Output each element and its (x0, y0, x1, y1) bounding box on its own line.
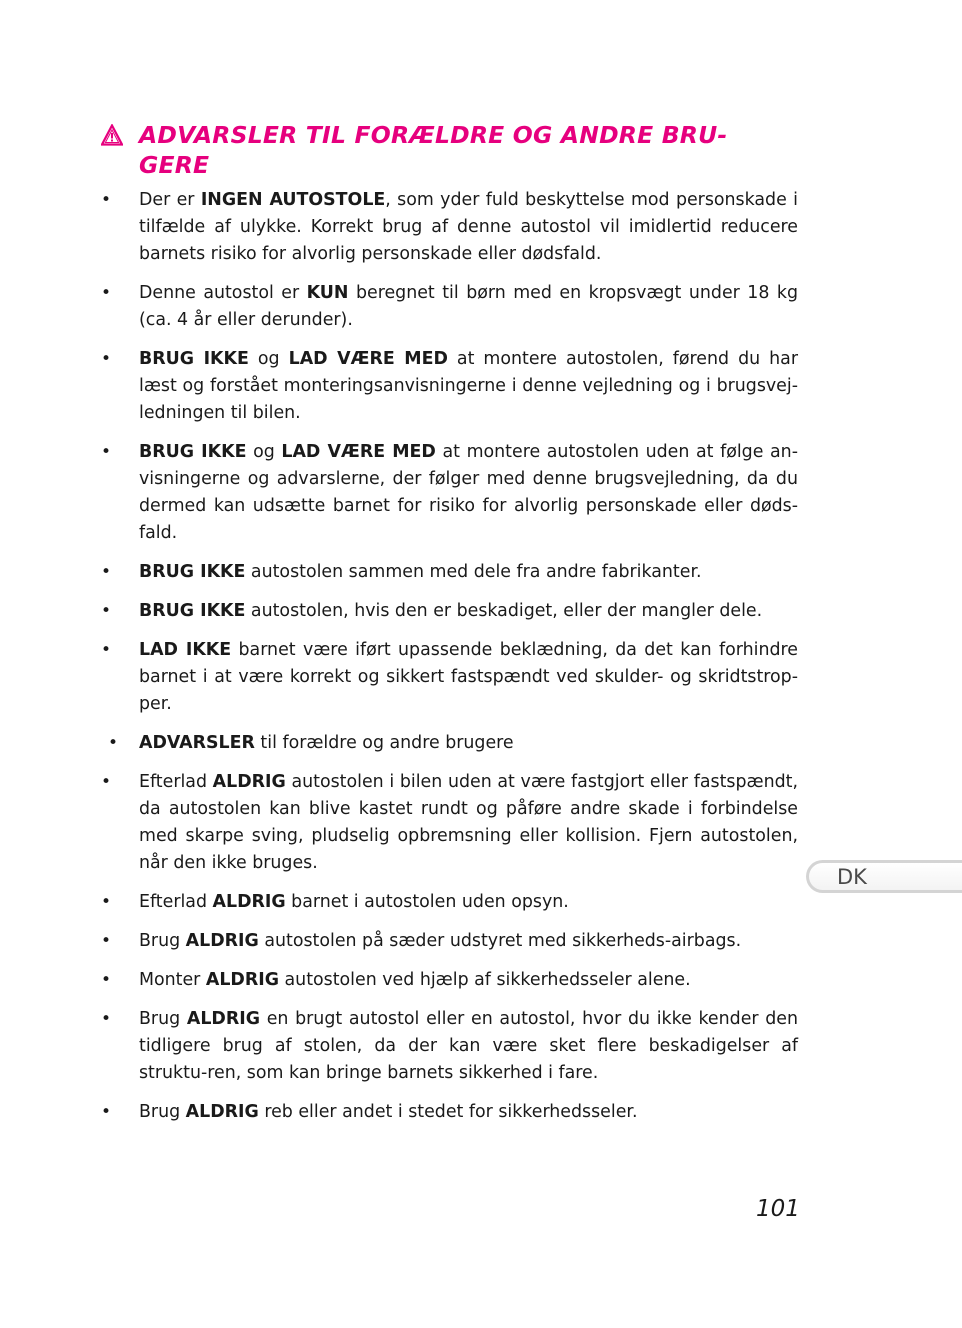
list-item (101, 439, 798, 547)
page-number: 101 (756, 1196, 800, 1222)
item-text: Efterlad (139, 772, 213, 792)
item-text: autostolen sammen med dele fra andre fabrikanter. (245, 562, 702, 582)
item-text: , som yder fuld beskyttelse mod personskade i tilfælde af ulykke. Korrekt brug af denne autostol vil imidlertid reducere barnets risiko for alvorlig personskade eller dødsfald. (139, 190, 798, 264)
list-item (101, 1006, 798, 1087)
emphasis-text: LAD VÆRE MED (281, 442, 436, 462)
language-tab-label: DK (837, 865, 867, 889)
emphasis-text: LAD IKKE (139, 640, 232, 660)
language-tab (806, 860, 962, 893)
bullet-icon: • (101, 190, 112, 210)
bullet-icon: • (101, 562, 112, 582)
item-text: og (246, 442, 282, 462)
warning-list (101, 187, 798, 1138)
item-text: barnet i autostolen uden opsyn. (285, 892, 569, 912)
emphasis-text: BRUG IKKE (139, 349, 249, 369)
item-text: til forældre og andre brugere (254, 733, 514, 753)
item-text: Brug (139, 931, 186, 951)
title-line-1: ADVARSLER TIL FORÆLDRE OG ANDRE BRU- (139, 121, 728, 149)
bullet-icon: • (101, 892, 112, 912)
bullet-icon: • (101, 931, 112, 951)
item-text: en brugt autostol eller en autostol, hvor du ikke kender den tidligere brug af stolen, da der kan være sket flere beskadigelser af struktu-ren, som kan bringe barnets sikkerhed i fare. (139, 1009, 799, 1083)
item-text: Monter (139, 970, 206, 990)
item-text: Brug (139, 1102, 186, 1122)
bullet-icon: • (101, 970, 112, 990)
item-text: Brug (139, 1009, 187, 1029)
list-item (101, 559, 798, 586)
list-item (101, 928, 798, 955)
bullet-icon: • (108, 733, 119, 753)
emphasis-text: ALDRIG (185, 1102, 259, 1122)
emphasis-text: ALDRIG (212, 892, 286, 912)
list-item (101, 187, 798, 268)
item-text: at montere autostolen uden at følge an-visningerne og advarslerne, der følger med denne brugsvejledning, da du dermed kan udsætte barnet for risiko for alvorlig personskade eller døds-fald. (139, 442, 798, 543)
emphasis-text: BRUG IKKE (139, 562, 246, 582)
item-text: autostolen ved hjælp af sikkerhedsseler alene. (279, 970, 691, 990)
title-line-2: GERE (139, 151, 210, 179)
warning-triangle-icon (101, 124, 123, 146)
bullet-icon: • (101, 349, 112, 369)
item-text: og (248, 349, 289, 369)
item-text: at montere autostolen, førend du har læst og forstået monteringsanvisningerne i denne vejledning og i brugsvej-ledningen til bilen. (139, 349, 798, 423)
emphasis-text: ALDRIG (212, 772, 286, 792)
list-item (101, 280, 798, 334)
list-item (101, 1099, 798, 1126)
emphasis-text: BRUG IKKE (139, 442, 247, 462)
bullet-icon: • (101, 1102, 112, 1122)
bullet-icon: • (101, 640, 112, 660)
list-item (101, 730, 798, 757)
list-item (101, 889, 798, 916)
bullet-icon: • (101, 772, 112, 792)
emphasis-text: LAD VÆRE MED (288, 349, 448, 369)
emphasis-text: ALDRIG (185, 931, 259, 951)
item-text: Der er (139, 190, 201, 210)
item-text: beregnet til børn med en kropsvægt under 18 kg (ca. 4 år eller derunder). (139, 283, 798, 330)
list-item (101, 637, 798, 718)
list-item (101, 769, 798, 877)
bullet-icon: • (101, 442, 112, 462)
item-text: reb eller andet i stedet for sikkerhedsseler. (258, 1102, 638, 1122)
section-heading (101, 120, 801, 180)
list-item (101, 598, 798, 625)
item-text: autostolen på sæder udstyret med sikkerheds-airbags. (258, 931, 742, 951)
item-text: Efterlad (139, 892, 213, 912)
item-text: autostolen i bilen uden at være fastgjort eller fastspændt, da autostolen kan blive kastet rundt og påføre andre skade i forbindelse med skarpe sving, pludselig opbremsning eller kollision. Fjern autostolen, når den ikke bruges. (139, 772, 798, 873)
bullet-icon: • (101, 601, 112, 621)
emphasis-text: KUN (306, 283, 349, 303)
emphasis-text: ALDRIG (205, 970, 279, 990)
list-item (101, 346, 798, 427)
emphasis-text: ALDRIG (186, 1009, 260, 1029)
emphasis-text: INGEN AUTOSTOLE (200, 190, 386, 210)
bullet-icon: • (101, 1009, 112, 1029)
item-text: Denne autostol er (139, 283, 307, 303)
emphasis-text: ADVARSLER (139, 733, 255, 753)
list-item (101, 967, 798, 994)
emphasis-text: BRUG IKKE (139, 601, 246, 621)
item-text: barnet være iført upassende beklædning, da det kan forhindre barnet i at være korrekt og sikkert fastspændt ved skulder- og skridtstrop-per. (139, 640, 798, 714)
item-text: autostolen, hvis den er beskadiget, eller der mangler dele. (245, 601, 763, 621)
bullet-icon: • (101, 283, 112, 303)
page-title (139, 120, 801, 180)
